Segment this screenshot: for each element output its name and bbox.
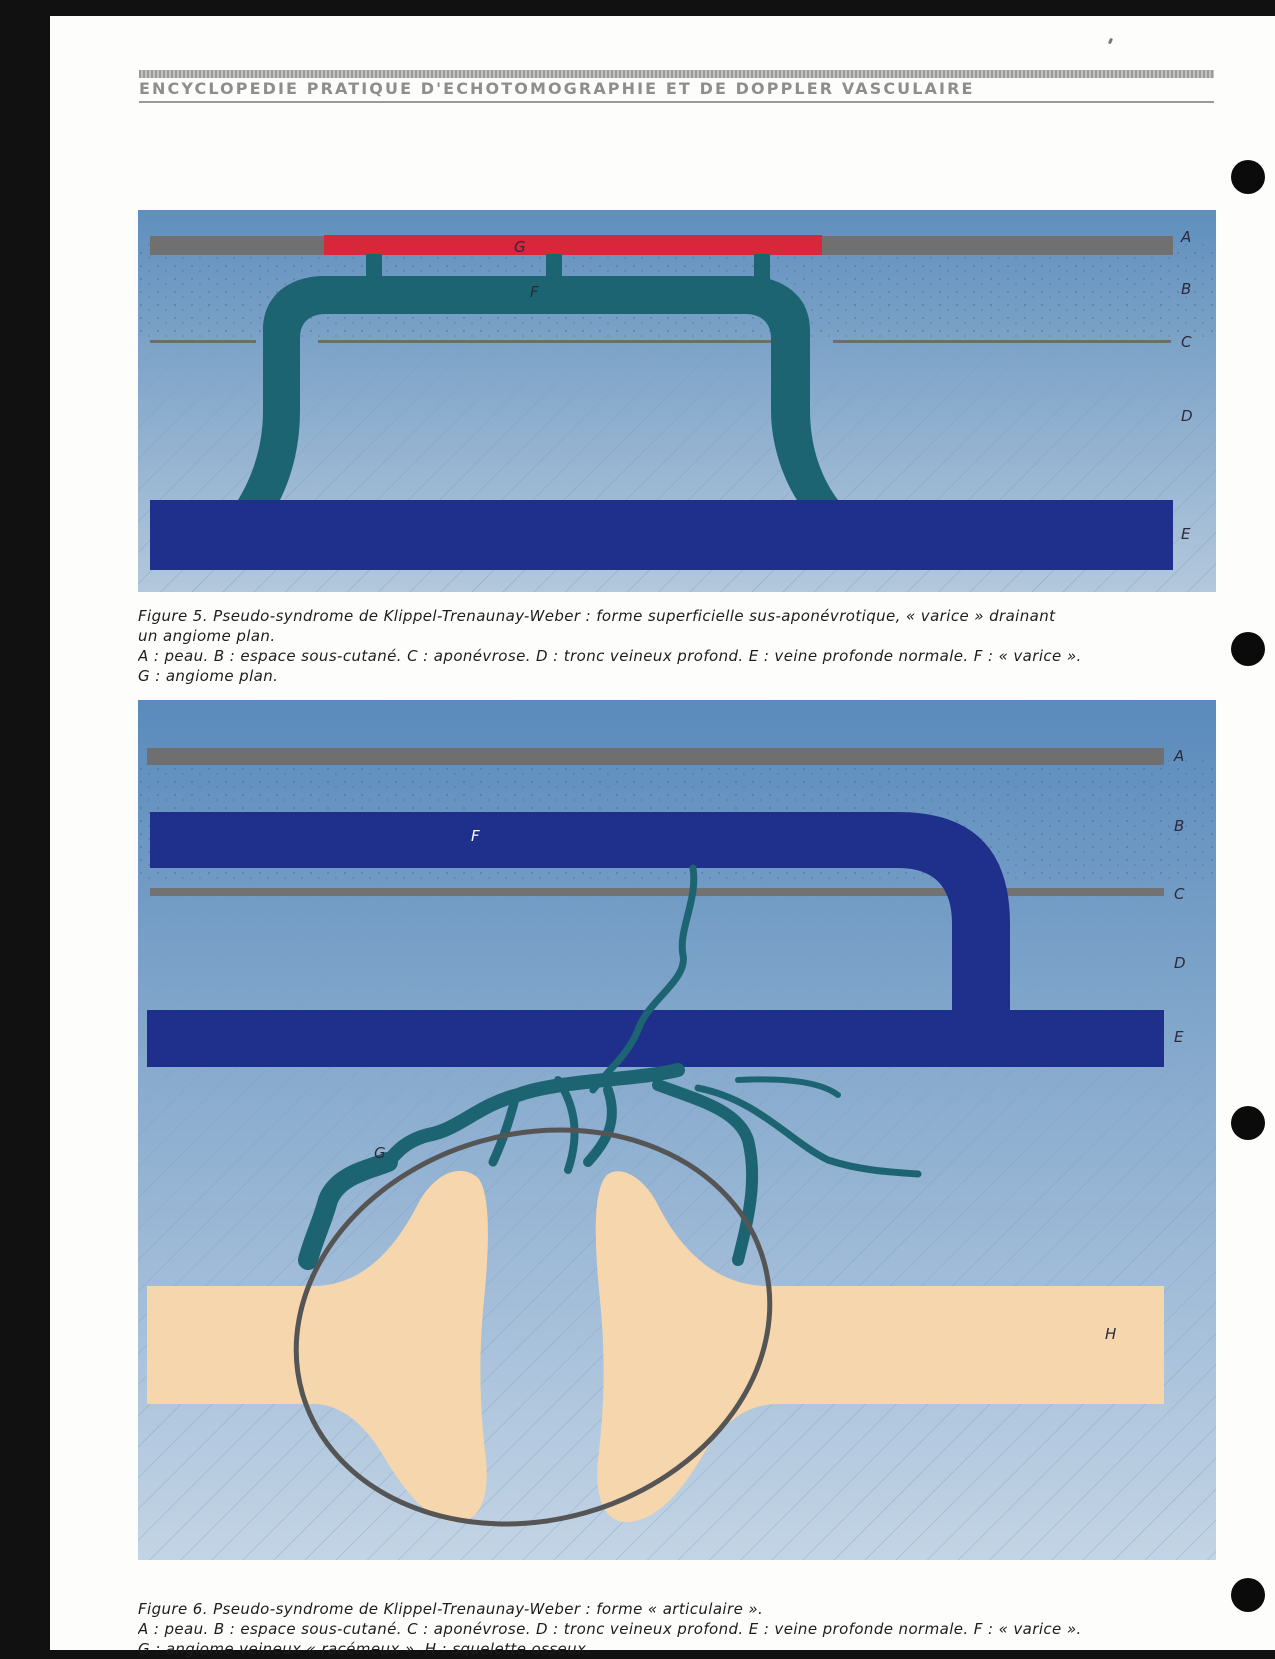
figure-6-diagram <box>138 700 1216 1560</box>
aponeurosis-left <box>150 340 256 343</box>
header-title: ENCYCLOPEDIE PRATIQUE D'ECHOTOMOGRAPHIE ET DE DOPPLER VASCULAIRE <box>139 79 975 98</box>
label-A: A <box>1181 228 1192 246</box>
header-rule <box>139 101 1214 103</box>
binder-hole <box>1231 160 1265 194</box>
skin-layer <box>147 748 1164 765</box>
feeder-vein <box>366 254 382 280</box>
caption-line: Figure 6. Pseudo-syndrome de Klippel-Trenaunay-Weber : forme « articulaire ». <box>138 1600 764 1618</box>
label-E: E <box>1181 525 1191 543</box>
caption-line: A : peau. B : espace sous-cutané. C : aponévrose. D : tronc veineux profond. E : veine profonde normale. F : « varice ». <box>138 1620 1082 1638</box>
label-F: F <box>530 283 539 301</box>
caption-line: G : angiome veineux « racémeux ». H : squelette osseux. <box>138 1640 592 1658</box>
binder-hole <box>1231 1578 1265 1612</box>
label-D: D <box>1181 407 1193 425</box>
skin-layer-right <box>821 236 1173 255</box>
skin-layer-left <box>150 236 324 255</box>
label-G: G <box>374 1144 386 1162</box>
label-E: E <box>1174 1028 1184 1046</box>
label-C: C <box>1174 885 1185 903</box>
label-F: F <box>471 827 480 845</box>
angiome-plan <box>324 235 822 255</box>
caption-line: A : peau. B : espace sous-cutané. C : aponévrose. D : tronc veineux profond. E : veine profonde normale. F : « varice ». <box>138 647 1082 665</box>
label-A: A <box>1174 747 1185 765</box>
caption-line: G : angiome plan. <box>138 667 279 685</box>
label-B: B <box>1174 817 1185 835</box>
caption-line: Figure 5. Pseudo-syndrome de Klippel-Trenaunay-Weber : forme superficielle sus-aponévrotique, « varice » drainant <box>138 607 1056 625</box>
deep-vein <box>147 1010 1164 1067</box>
header-band <box>139 70 1214 78</box>
figure-5-diagram <box>138 210 1216 592</box>
feeder-vein <box>546 254 562 280</box>
aponeurosis <box>150 888 1164 896</box>
feeder-vein <box>754 254 770 280</box>
label-G: G <box>514 238 526 256</box>
binder-hole <box>1231 632 1265 666</box>
figure-6-caption <box>138 1599 1218 1659</box>
figure-5-caption <box>138 606 1218 686</box>
deep-vein <box>150 500 1173 570</box>
aponeurosis-middle <box>318 340 778 343</box>
caption-line: un angiome plan. <box>138 627 276 645</box>
label-D: D <box>1174 954 1186 972</box>
label-B: B <box>1181 280 1192 298</box>
label-H: H <box>1105 1325 1117 1343</box>
label-C: C <box>1181 333 1192 351</box>
binder-hole <box>1231 1106 1265 1140</box>
aponeurosis-right <box>833 340 1171 343</box>
